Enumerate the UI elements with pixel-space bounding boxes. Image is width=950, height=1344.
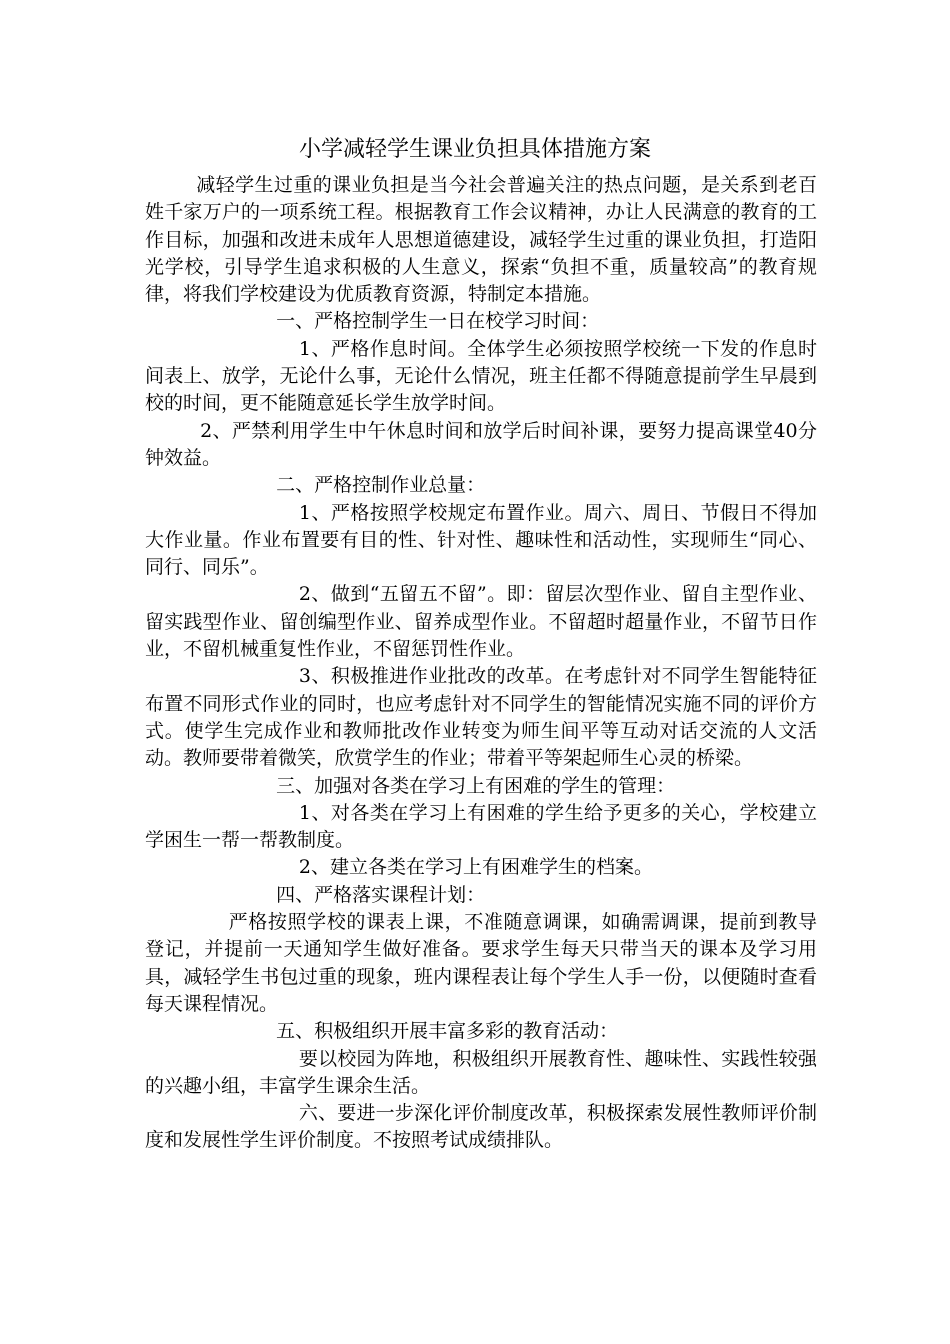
paragraph-5-1: 要以校园为阵地，积极组织开展教育性、趣味性、实践性较强的兴趣小组，丰富学生课余生活。	[145, 1047, 817, 1097]
section-paragraph-6: 六、要进一步深化评价制度改革，积极探索发展性教师评价制度和发展性学生评价制度。不按照考试成绩排队。	[145, 1102, 817, 1152]
paragraph-2-1: 1、严格按照学校规定布置作业。周六、周日、节假日不得加大作业量。作业布置要有目的性、针对性、趣味性和活动性，实现师生“同心、同行、同乐”。	[145, 501, 817, 579]
paragraph-2-3: 3、积极推进作业批改的改革。在考虑针对不同学生智能特征布置不同形式作业的同时，也应考虑针对不同学生的智能情况实施不同的评价方式。使学生完成作业和教师批改作业转变为师生间平等互动对话交流的人文活动。教师要带着微笑，欣赏学生的作业；带着平等架起师生心灵的桥梁。	[145, 665, 817, 770]
paragraph-3-2: 2、建立各类在学习上有困难学生的档案。	[298, 856, 653, 879]
document-body	[145, 172, 817, 1155]
paragraph-3-1: 1、对各类在学习上有困难的学生给予更多的关心，学校建立学困生一帮一帮教制度。	[145, 801, 817, 852]
document-title: 小学减轻学生课业负担具体措施方案	[298, 137, 651, 162]
section-heading-5: 五、积极组织开展丰富多彩的教育活动：	[276, 1020, 619, 1043]
section-heading-4: 四、严格落实课程计划：	[276, 883, 486, 906]
paragraph-1-1: 1、严格作息时间。全体学生必须按照学校统一下发的作息时间表上、放学，无论什么事，无论什么情况，班主任都不得随意提前学生早晨到校的时间，更不能随意延长学生放学时间。	[145, 337, 817, 415]
paragraph-1-2: 2、严禁利用学生中午休息时间和放学后时间补课，要努力提高课堂40分钟效益。	[145, 419, 817, 469]
paragraph-4-1: 严格按照学校的课表上课，不准随意调课，如确需调课，提前到教导登记，并提前一天通知学生做好准备。要求学生每天只带当天的课本及学习用具，减轻学生书包过重的现象，班内课程表让每个学生人手一份，以便随时查看每天课程情况。	[145, 911, 817, 1015]
section-heading-1: 一、严格控制学生一日在校学习时间：	[276, 310, 600, 333]
section-heading-2: 二、严格控制作业总量：	[276, 474, 486, 497]
intro-paragraph: 减轻学生过重的课业负担是当今社会普遍关注的热点问题，是关系到老百姓千家万户的一项系统工程。根据教育工作会议精神，办让人民满意的教育的工作目标，加强和改进未成年人思想道德建设，减轻学生过重的课业负担，打造阳光学校，引导学生追求积极的人生意义，探索“负担不重，质量较高”的教育规律，将我们学校建设为优质教育资源，特制定本措施。	[145, 174, 817, 306]
paragraph-2-2: 2、做到“五留五不留”。即：留层次型作业、留自主型作业、留实践型作业、留创编型作业、留养成型作业。不留超时超量作业，不留节日作业，不留机械重复性作业，不留惩罚性作业。	[145, 583, 817, 661]
section-heading-3: 三、加强对各类在学习上有困难的学生的管理：	[276, 774, 676, 797]
